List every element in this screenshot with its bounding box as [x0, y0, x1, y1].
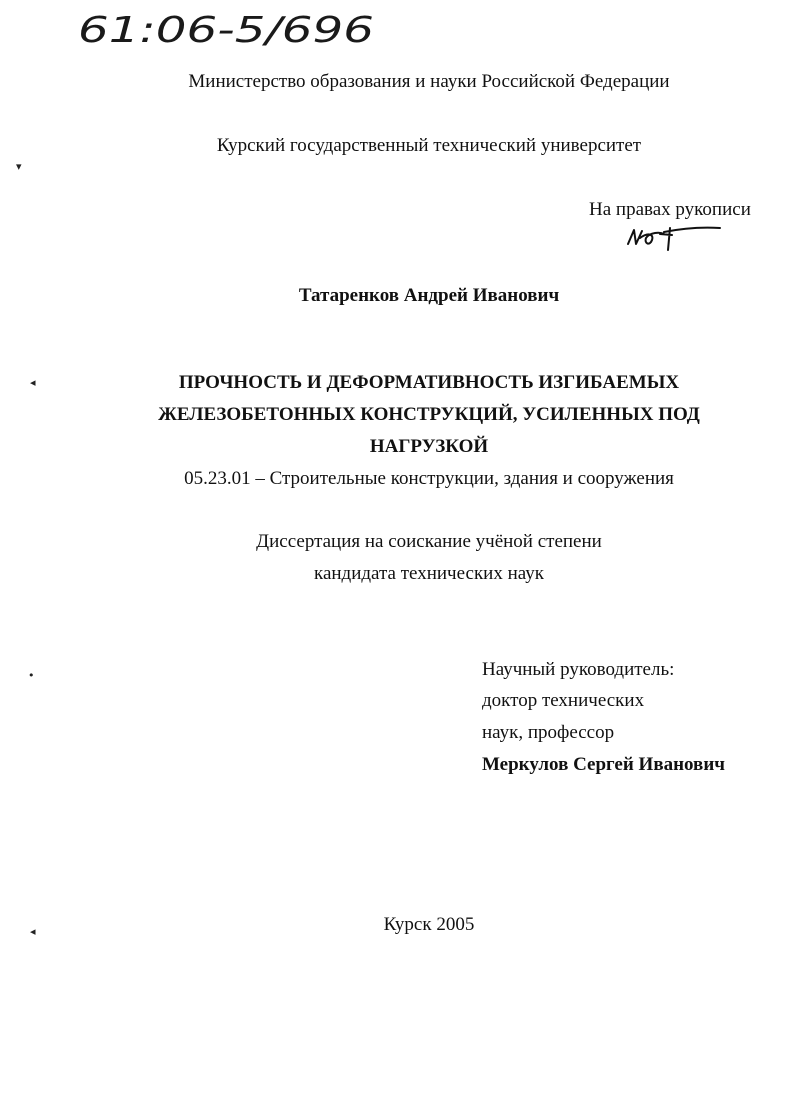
title-line-3: НАГРУЗКОЙ — [369, 436, 489, 457]
manuscript-rights: На правах рукописи — [589, 199, 751, 220]
supervisor-label: Научный руководитель: — [482, 659, 675, 680]
specialty-line: 05.23.01 – Строительные конструкции, здания и сооружения — [184, 468, 674, 489]
margin-mark-3: • — [28, 669, 35, 682]
signature-image — [624, 222, 734, 256]
dissertation-line-2: кандидата технических наук — [314, 563, 544, 584]
supervisor-degree-line-1: доктор технических — [482, 690, 645, 711]
place-year: Курск 2005 — [383, 914, 475, 935]
supervisor-name: Меркулов Сергей Иванович — [482, 754, 725, 775]
ministry-line: Министерство образования и науки Российской Федерации — [188, 71, 670, 92]
university-line: Курский государственный технический университет — [216, 135, 642, 156]
dissertation-line-1: Диссертация на соискание учёной степени — [256, 531, 602, 552]
supervisor-degree-line-2: наук, профессор — [482, 722, 615, 743]
margin-mark-1: ▾ — [16, 160, 22, 173]
archive-code-handwritten — [76, 4, 396, 54]
archive-code-text: 61:06-5/696 — [78, 10, 374, 51]
margin-mark-2: ◂ — [30, 376, 36, 389]
author-name: Татаренков Андрей Иванович — [298, 285, 560, 306]
margin-mark-4: ◂ — [30, 925, 36, 938]
title-line-2: ЖЕЛЕЗОБЕТОННЫХ КОНСТРУКЦИЙ, УСИЛЕННЫХ ПОД — [158, 404, 700, 425]
title-line-1: ПРОЧНОСТЬ И ДЕФОРМАТИВНОСТЬ ИЗГИБАЕМЫХ — [178, 372, 680, 393]
